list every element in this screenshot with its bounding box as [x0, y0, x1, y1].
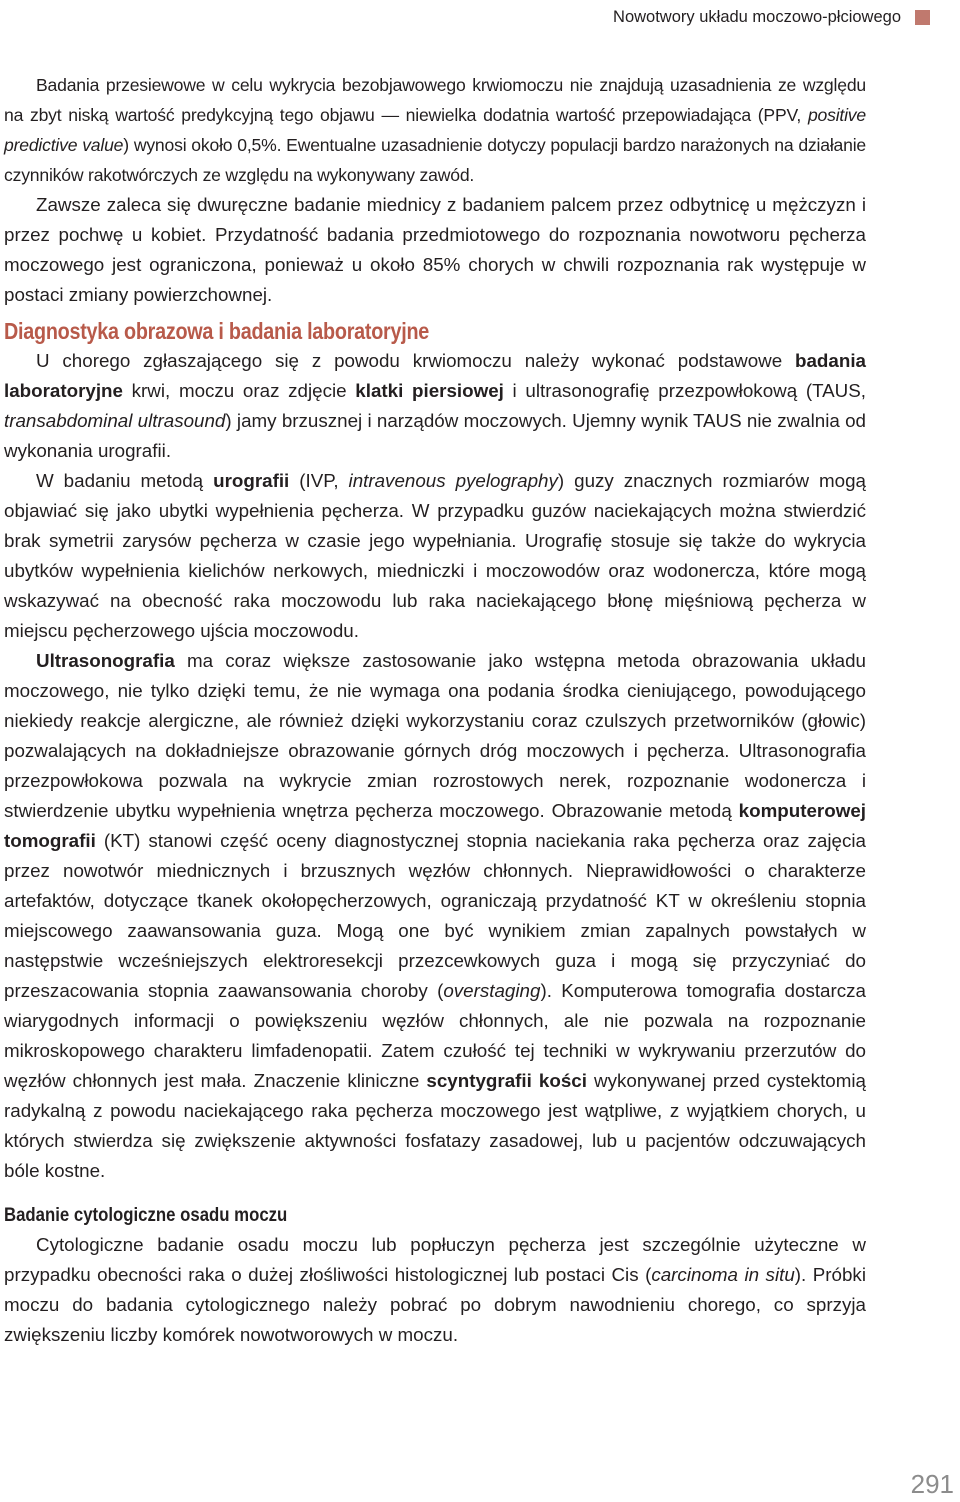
text-run: i ultrasonografię przezpowłokową (TAUS,	[503, 380, 866, 401]
text-run: Badania przesiewowe w celu wykrycia bezobjawowego krwiomoczu nie znajdują uzasadnienia ze względu na zbyt niską wartość predykcyjną tego objawu — niewielka dodatnia wartość przepowiadająca (PPV,	[4, 75, 866, 125]
running-head	[613, 6, 930, 28]
text-run: Przydatność badania przedmiotowego do rozpoznania nowotworu pęcherza moczowego jest ograniczona, ponieważ u około 85% chorych w chwili rozpoznania rak występuje w postaci zmiany powierzchownej.	[4, 224, 866, 305]
italic-term: intravenous pyelography	[348, 470, 558, 491]
italic-term: overstaging	[443, 980, 541, 1001]
bold-term: komputerowej tomografii	[4, 800, 866, 851]
text-run: wykonywanej przed cystektomią radykalną z powodu naciekającego raka pęcherza moczowego jest wątpliwe, z wyjątkiem chorych, u których stwierdza się zwiększenie aktywności fosfatazy zasadowej, lub u pacjentów odczuwających bóle kostne.	[4, 1070, 867, 1181]
italic-term: carcinoma in situ	[651, 1264, 795, 1285]
text-run: Zawsze zaleca się dwuręczne badanie miednicy z badaniem palcem przez odbytnicę u mężczyzn i przez pochwę u kobiet.	[4, 194, 866, 245]
running-title: Nowotwory układu moczowo-płciowego	[613, 7, 901, 26]
text-run: ). Komputerowa tomografia dostarcza wiarygodnych informacji o powiększeniu węzłów chłonnych, ale nie pozwala na rozpoznanie mikroskopowego charakteru limfadenopatii. Zatem czułość tej techniki w wykrywaniu przerzutów do węzłów chłonnych jest mała. Znaczenie kliniczne	[4, 980, 866, 1091]
paragraph-cytology	[4, 1230, 866, 1350]
text-run: krwi, moczu oraz zdjęcie	[122, 380, 356, 401]
text-run: W badaniu metodą	[36, 470, 214, 491]
text-run: ) guzy znacznych rozmiarów mogą objawiać się jako ubytki wypełnienia pęcherza. W przypadku guzów naciekających można stwierdzić brak symetrii zarysów pęcherza w czasie jego wypełniania. Urografię stosuje się także do wykrycia ubytków wypełnienia kielichów nerkowych, miedniczki i moczowodów oraz wodonercza, które mogą wskazywać na obecność raka moczowodu lub raka naciekającego błonę mięśniową pęcherza w miejscu pęcherzowego ujścia moczowodu.	[4, 470, 866, 641]
paragraph-urography	[4, 466, 866, 646]
paragraph-lab-tests	[4, 346, 866, 466]
text-run: (IVP,	[289, 470, 349, 491]
text-run: ) jamy brzusznej i narządów moczowych. Ujemny wynik TAUS nie zwalnia od wykonania urografii.	[4, 410, 867, 461]
text-run: Cytologiczne badanie osadu moczu lub popłuczyn pęcherza jest szczególnie użyteczne w przypadku obecności raka o dużej złośliwości histologicznej lub postaci Cis (	[4, 1234, 866, 1285]
bold-term: badania laboratoryjne	[4, 350, 866, 401]
text-run: (KT) stanowi część oceny diagnostycznej stopnia naciekania raka pęcherza oraz zajęcia przez nowotwór miednicznych i brzusznych węzłów chłonnych. Nieprawidłowości o charakterze artefaktów, dotyczące tkanek okołopęcherzowych, ograniczają przydatność KT w określeniu stopnia miejscowego zaawansowania guza. Mogą one być wynikiem zmian zapalnych powstałych w następstwie wcześniejszych elektroresekcji przezcewkowych guza i mogą się przyczyniać do przeszacowania stopnia zaawansowania choroby (	[4, 830, 866, 1001]
bold-term: scyntygrafii kości	[426, 1070, 587, 1091]
accent-square-icon	[915, 10, 930, 25]
page-body	[4, 70, 866, 1350]
section-heading: Diagnostyka obrazowa i badania laboratoryjne	[4, 318, 430, 344]
bold-term: urografii	[213, 470, 290, 491]
paragraph-ultrasonography	[4, 646, 866, 1186]
text-run: ma coraz większe zastosowanie jako wstępna metoda obrazowania układu moczowego, nie tylko dzięki temu, że nie wymaga ona podania środka cieniującego, powodującego niekiedy reakcje alergiczne, ale również dzięki wykorzystaniu coraz czulszych przetworników (głowic) pozwalających na dokładniejsze obrazowanie górnych dróg moczowych i pęcherza. Ultrasonografia przezpowłokowa pozwala na wykrycie zmian rozrostowych nerek, rozpoznanie wodonercza i stwierdzenie ubytku wypełnienia wnętrza pęcherza moczowego. Obrazowanie metodą	[4, 650, 866, 821]
italic-term: positive predictive value	[4, 105, 866, 155]
paragraph-screening	[4, 70, 866, 190]
page-number: 291	[910, 1469, 954, 1499]
text-run: U chorego zgłaszającego się z powodu krwiomoczu należy wykonać podstawowe	[36, 350, 796, 371]
text-run: ) wynosi około 0,5%. Ewentualne uzasadnienie dotyczy populacji bardzo narażonych na działanie czynników rakotwórczych ze względu na wykonywany zawód.	[4, 135, 866, 185]
paragraph-physical-exam	[4, 190, 866, 310]
bold-term: klatki piersiowej	[355, 380, 504, 401]
text-run: ). Próbki moczu do badania cytologicznego należy pobrać po dobrym nawodnieniu chorego, co sprzyja zwiększeniu liczby komórek nowotworowych w moczu.	[4, 1264, 866, 1345]
subsection-heading: Badanie cytologiczne osadu moczu	[4, 1204, 288, 1226]
bold-term: Ultrasonografia	[36, 650, 175, 671]
italic-term: transabdominal ultrasound	[4, 410, 226, 431]
